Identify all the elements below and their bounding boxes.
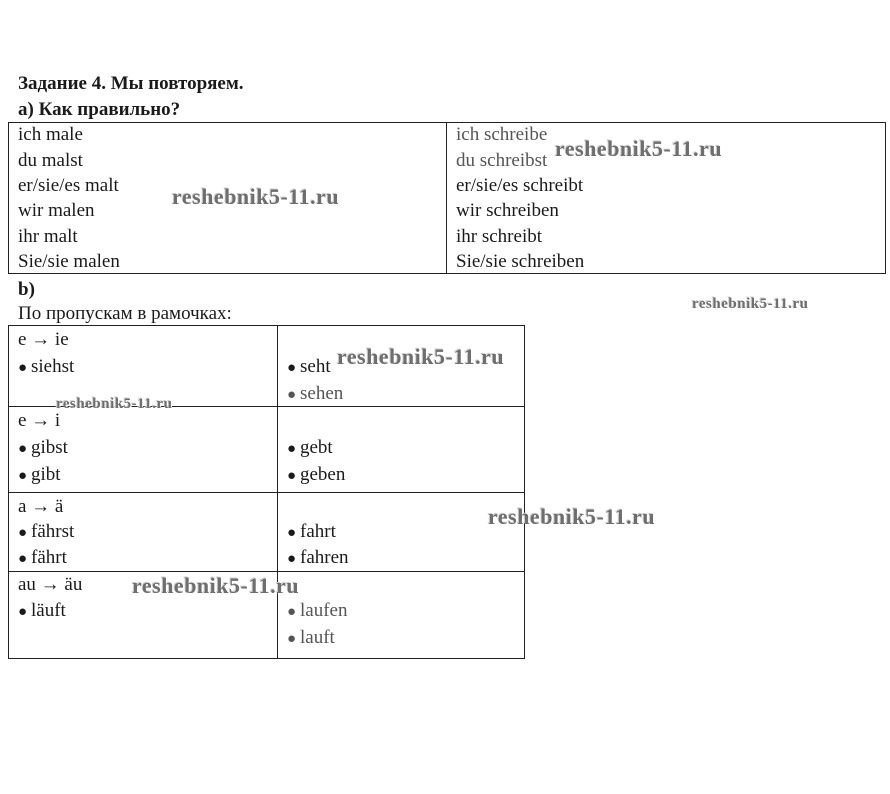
rule-au-aeu: au → äu xyxy=(18,574,83,595)
conjugation-malen-3: er/sie/es malt xyxy=(18,175,119,196)
verb-form: fährst xyxy=(31,521,75,542)
row-separator xyxy=(8,492,525,493)
bullet-icon: ● xyxy=(287,525,297,541)
watermark: reshebnik5-11.ru xyxy=(172,184,340,209)
list-item xyxy=(18,521,74,544)
rule-e-ie: e → ie xyxy=(18,329,69,350)
bullet-icon: ● xyxy=(287,441,297,457)
bullet-icon: ● xyxy=(18,441,28,457)
verb-form: siehst xyxy=(31,356,75,377)
row-separator xyxy=(8,571,525,572)
conjugation-schreiben-3: er/sie/es schreibt xyxy=(456,175,584,196)
watermark: reshebnik5-11.ru xyxy=(555,136,723,161)
conjugation-schreiben-5: ihr schreibt xyxy=(456,226,543,247)
conjugation-schreiben-2: du schreibst xyxy=(456,150,548,171)
list-item xyxy=(287,464,345,487)
conjugation-malen-1: ich male xyxy=(18,124,83,145)
list-item xyxy=(287,600,347,623)
bullet-icon: ● xyxy=(18,468,28,484)
verb-form: sehen xyxy=(300,383,344,404)
bullet-icon: ● xyxy=(18,360,28,376)
verb-form: fährt xyxy=(31,547,67,568)
list-item xyxy=(287,547,349,570)
watermark: reshebnik5-11.ru xyxy=(56,396,173,412)
part-b-heading: b) xyxy=(18,279,35,300)
watermark: reshebnik5-11.ru xyxy=(337,344,505,369)
bullet-icon: ● xyxy=(18,525,28,541)
conjugation-schreiben-4: wir schreiben xyxy=(456,200,559,221)
verb-form: fahrt xyxy=(300,521,336,542)
list-item xyxy=(287,627,335,650)
list-item xyxy=(287,437,333,460)
verb-form: geben xyxy=(300,464,346,485)
bullet-icon: ● xyxy=(18,604,28,620)
list-item xyxy=(287,521,336,544)
conjugation-malen-4: wir malen xyxy=(18,200,95,221)
verb-form: lauft xyxy=(300,627,335,648)
verb-form: gibt xyxy=(31,464,61,485)
rule-a-ae: a → ä xyxy=(18,496,64,517)
verb-form: gibst xyxy=(31,437,68,458)
task-title: Задание 4. Мы повторяем. xyxy=(18,73,244,94)
bullet-icon: ● xyxy=(287,387,297,403)
watermark: reshebnik5-11.ru xyxy=(692,296,809,312)
conjugation-schreiben-1: ich schreibe xyxy=(456,124,548,145)
list-item xyxy=(287,383,343,406)
list-item xyxy=(18,356,74,379)
part-b-note: По пропускам в рамочках: xyxy=(18,303,232,324)
watermark: reshebnik5-11.ru xyxy=(488,504,656,529)
bullet-icon: ● xyxy=(287,604,297,620)
bullet-icon: ● xyxy=(18,551,28,567)
bullet-icon: ● xyxy=(287,551,297,567)
verb-form: seht xyxy=(300,356,331,377)
verb-form: läuft xyxy=(31,600,66,621)
conjugation-malen-2: du malst xyxy=(18,150,83,171)
bullet-icon: ● xyxy=(287,360,297,376)
verb-form: laufen xyxy=(300,600,348,621)
conjugation-malen-6: Sie/sie malen xyxy=(18,251,120,272)
list-item xyxy=(18,600,66,623)
table-divider xyxy=(446,122,447,274)
list-item xyxy=(18,437,68,460)
part-a-heading: а) Как правильно? xyxy=(18,99,181,120)
rule-e-i: e → i xyxy=(18,410,61,431)
conjugation-schreiben-6: Sie/sie schreiben xyxy=(456,251,585,272)
list-item xyxy=(18,547,67,570)
list-item xyxy=(18,464,61,487)
list-item xyxy=(287,356,331,379)
bullet-icon: ● xyxy=(287,631,297,647)
bullet-icon: ● xyxy=(287,468,297,484)
conjugation-malen-5: ihr malt xyxy=(18,226,78,247)
watermark: reshebnik5-11.ru xyxy=(132,573,300,598)
conjugation-table xyxy=(8,122,886,274)
verb-form: gebt xyxy=(300,437,333,458)
verb-form: fahren xyxy=(300,547,349,568)
